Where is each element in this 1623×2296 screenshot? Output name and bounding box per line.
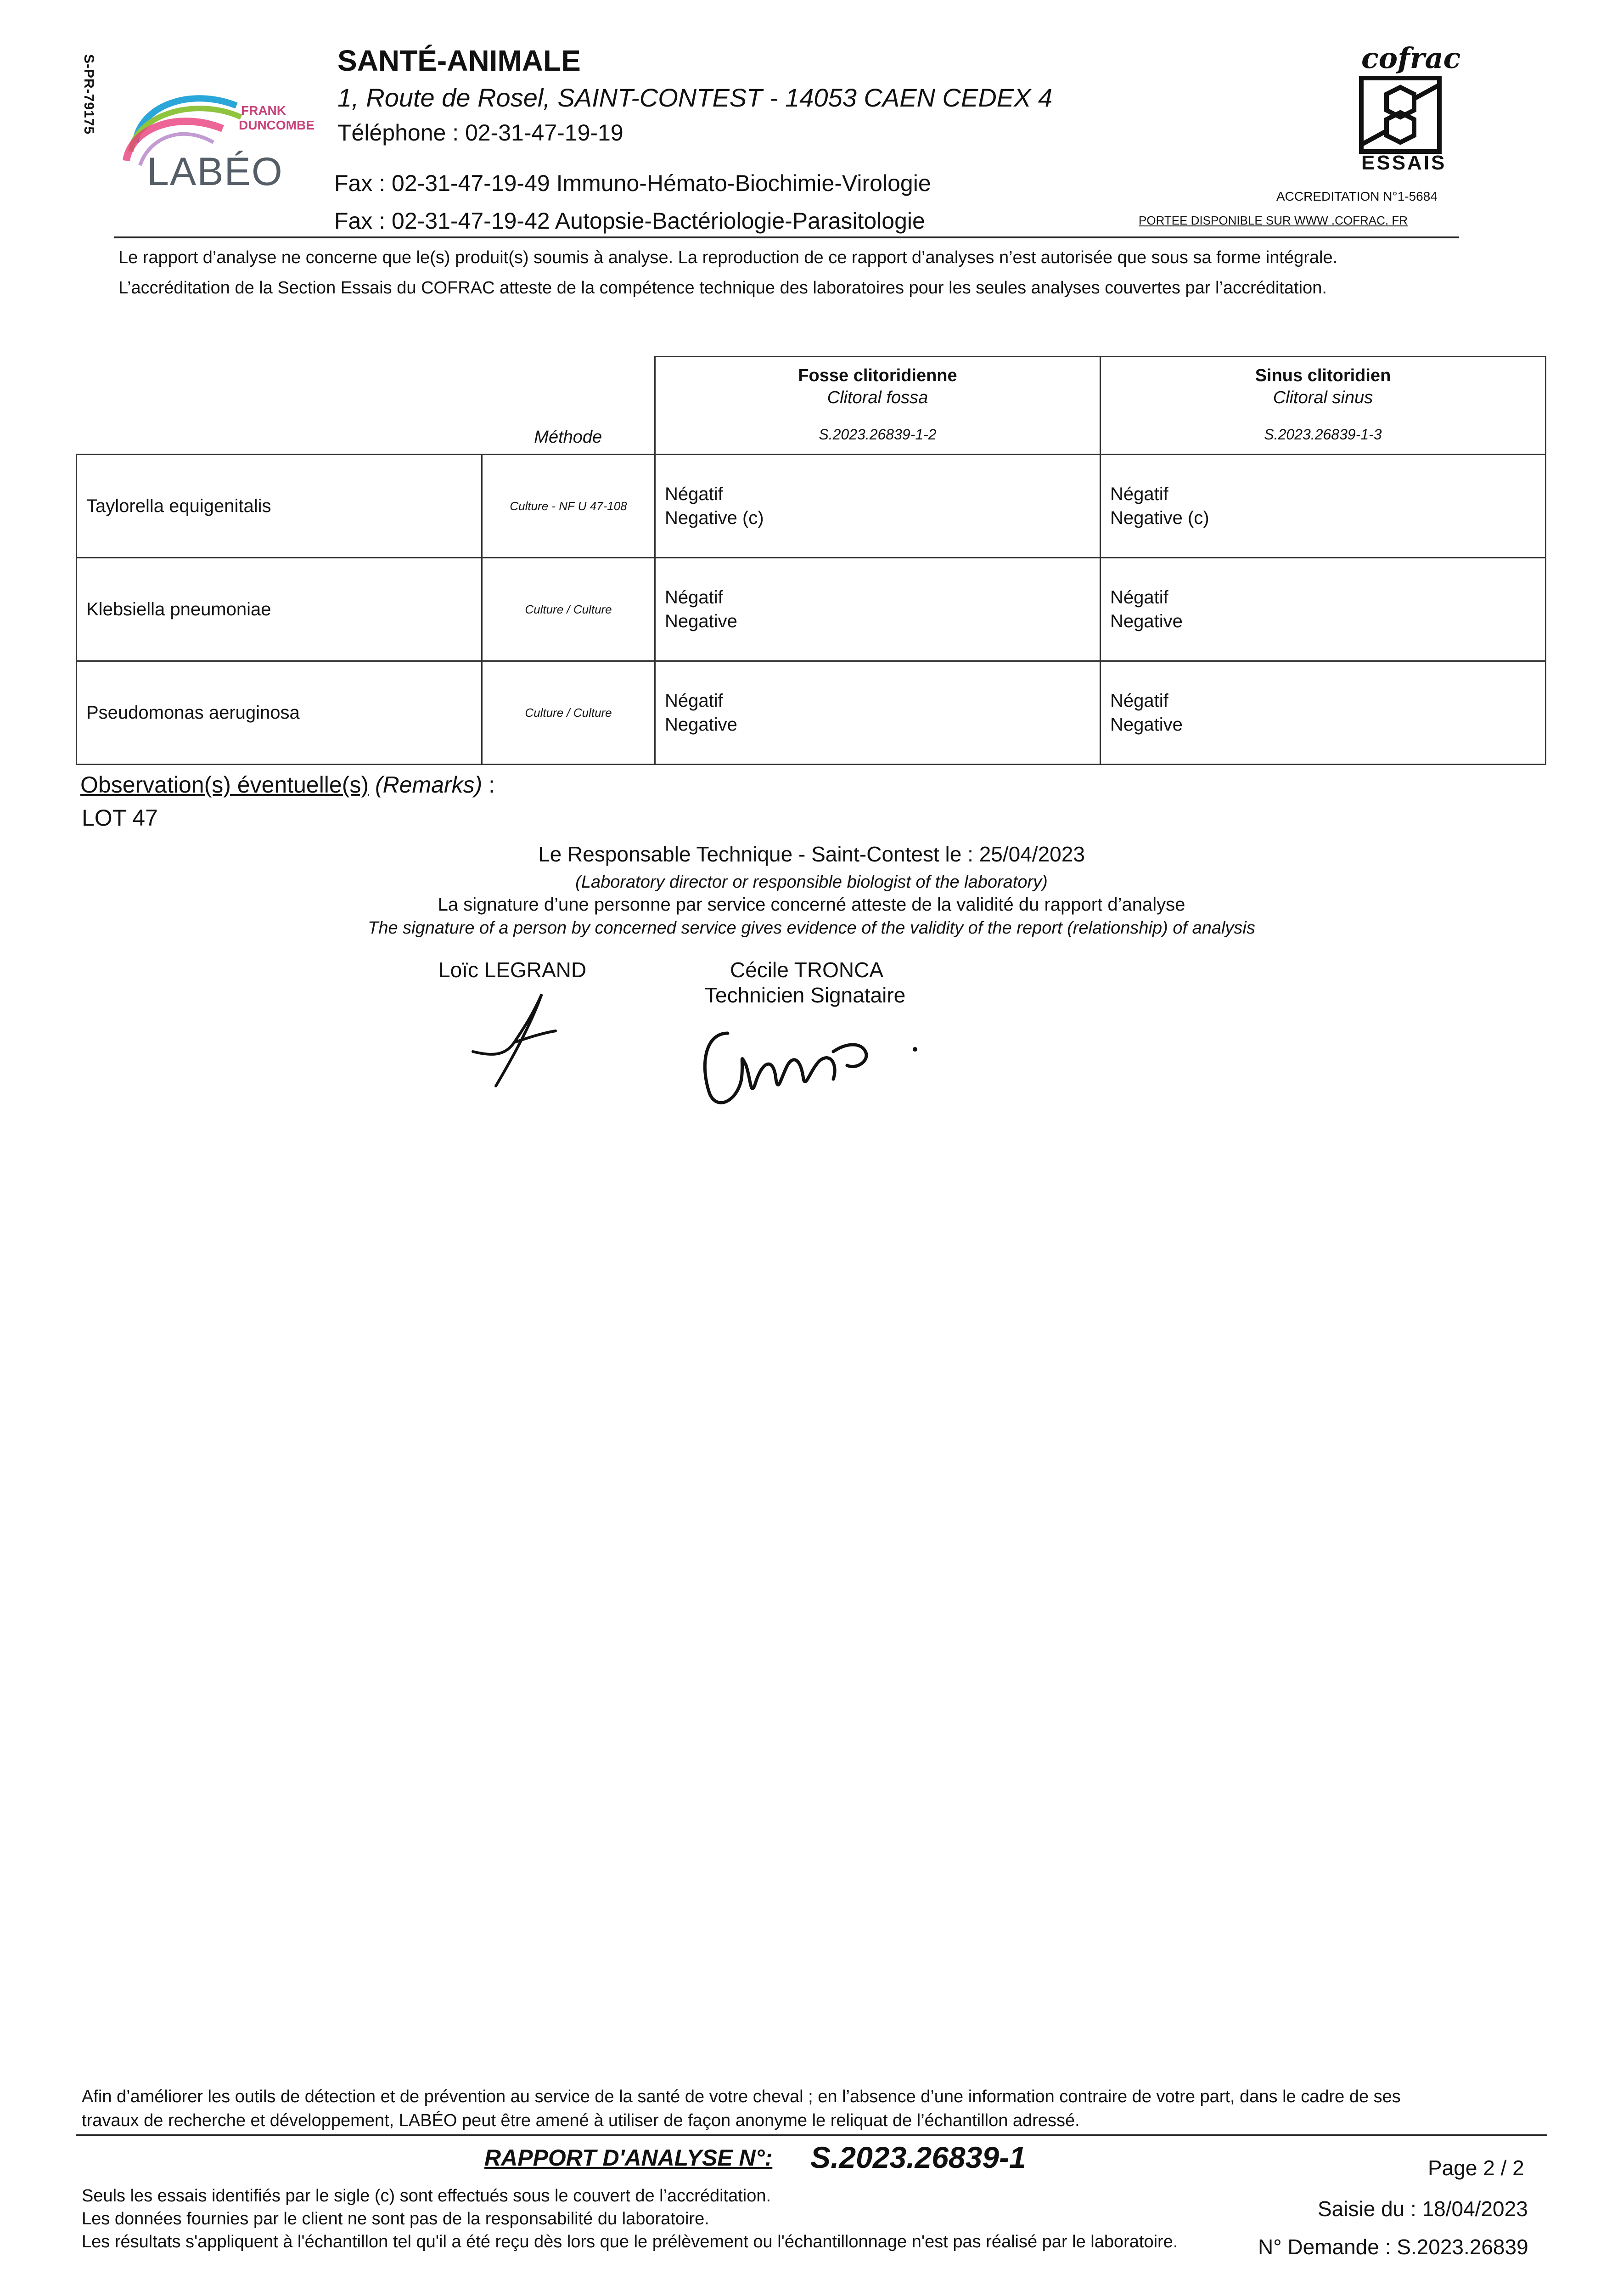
entry-date: Saisie du : 18/04/2023	[1318, 2197, 1528, 2221]
result-cell: Négatif Negative (c)	[655, 455, 1101, 558]
cofrac-wordmark: cofrac	[1361, 41, 1461, 75]
observations-label: Observation(s) éventuelle(s) (Remarks) :	[80, 772, 495, 798]
document-code: S-PR-79175	[81, 54, 96, 135]
accreditation-scope-link[interactable]: PORTEE DISPONIBLE SUR WWW .COFRAC. FR	[1139, 214, 1408, 227]
result-cell: Négatif Negative (c)	[1101, 455, 1546, 558]
result-cell: Négatif Negative	[655, 558, 1101, 661]
signer-1-name: Loïc LEGRAND	[438, 958, 587, 982]
signature-2-icon	[696, 1015, 934, 1120]
signature-title-en: (Laboratory director or responsible biologist of the laboratory)	[575, 872, 1048, 892]
disclaimer-line-1: Le rapport d’analyse ne concerne que le(s) produit(s) soumis à analyse. La reproduction de ce rapport d’analyses n’est autorisée que sous sa forme intégrale.	[118, 248, 1338, 267]
signature-note-en: The signature of a person by concerned service gives evidence of the validity of the report (relationship) of analysis	[368, 918, 1255, 938]
result-cell: Négatif Negative	[1101, 558, 1546, 661]
report-number-label: RAPPORT D'ANALYSE N°:	[484, 2145, 773, 2171]
method-name: Culture / Culture	[482, 661, 655, 765]
footer-divider	[76, 2134, 1547, 2136]
header-divider	[114, 236, 1459, 238]
lab-fax-2: Fax : 02-31-47-19-42 Autopsie-Bactériologie-Parasitologie	[334, 208, 925, 234]
table-header-row	[77, 357, 1546, 455]
method-name: Culture - NF U 47-108	[482, 455, 655, 558]
signature-1-icon	[464, 987, 569, 1093]
footer-note: Afin d’améliorer les outils de détection et de prévention au service de la santé de votre cheval ; en l’absence d’une information contraire de votre part, dans le cadre de ses travaux de recherche et développement, LABÉO peut être amené à utiliser de façon anonyme le reliquat de l’échantillon adressé.	[82, 2087, 1401, 2130]
table-row	[77, 455, 1546, 558]
signer-2-role: Technicien Signataire	[705, 983, 906, 1007]
table-row	[77, 558, 1546, 661]
cofrac-essais-label: ESSAIS	[1361, 152, 1447, 174]
signature-note-fr: La signature d’une personne par service concerné atteste de la validité du rapport d’analyse	[438, 895, 1185, 915]
table-row	[77, 661, 1546, 765]
sample-column-header: Fosse clitoridienne Clitoral fossa S.2023.26839-1-2	[655, 357, 1101, 455]
lab-address: 1, Route de Rosel, SAINT-CONTEST - 14053 CAEN CEDEX 4	[337, 83, 1053, 112]
lab-phone: Téléphone : 02-31-47-19-19	[337, 120, 623, 146]
result-cell: Négatif Negative	[655, 661, 1101, 765]
analyte-name: Taylorella equigenitalis	[77, 455, 482, 558]
result-cell: Négatif Negative	[1101, 661, 1546, 765]
page-number: Page 2 / 2	[1428, 2156, 1524, 2180]
request-number: N° Demande : S.2023.26839	[1258, 2235, 1528, 2259]
signature-title: Le Responsable Technique - Saint-Contest le : 25/04/2023	[538, 842, 1085, 866]
method-name: Culture / Culture	[482, 558, 655, 661]
signer-2-name: Cécile TRONCA	[730, 958, 883, 982]
method-column-header: Méthode	[482, 357, 655, 455]
accreditation-number: ACCREDITATION N°1-5684	[1276, 189, 1438, 203]
cofrac-emblem-icon	[1359, 76, 1442, 154]
logo-subtitle: FRANK DUNCOMBE	[239, 103, 314, 132]
disclaimer-line-2: L’accréditation de la Section Essais du COFRAC atteste de la compétence technique des laboratoires pour les seules analyses couvertes par l’accréditation.	[118, 278, 1327, 298]
lab-name: SANTÉ-ANIMALE	[337, 44, 581, 77]
observations-value: LOT 47	[82, 805, 158, 831]
logo-brand: LABÉO	[147, 150, 283, 194]
sample-column-header: Sinus clitoridien Clitoral sinus S.2023.26839-1-3	[1101, 357, 1546, 455]
analyte-name: Klebsiella pneumoniae	[77, 558, 482, 661]
lab-fax-1: Fax : 02-31-47-19-49 Immuno-Hémato-Biochimie-Virologie	[334, 170, 931, 196]
disclaimer	[118, 242, 1468, 303]
results-table	[76, 356, 1546, 765]
footer-legal: Seuls les essais identifiés par le sigle (c) sont effectués sous le couvert de l’accréditation. Les données fournies par le client ne sont pas de la responsabilité du laboratoire. Les résultats s'appliquent à l'échantillon tel qu'il a été reçu dès lors que le prélèvement ou l'échantillonnage n'est pas réalisé par le laboratoire.	[82, 2186, 1178, 2251]
report-number: S.2023.26839-1	[810, 2140, 1026, 2174]
analyte-name: Pseudomonas aeruginosa	[77, 661, 482, 765]
